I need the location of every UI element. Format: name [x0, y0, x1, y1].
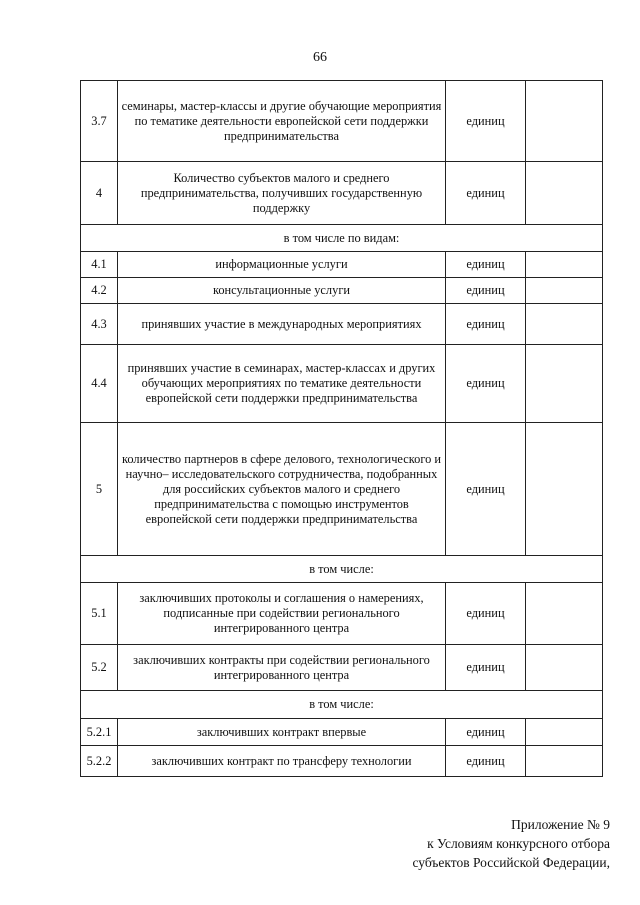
row-value	[526, 278, 603, 304]
row-value	[526, 719, 603, 746]
row-unit: единиц	[446, 304, 526, 345]
table-row	[81, 304, 603, 345]
row-number: 5	[81, 423, 118, 556]
table-row	[81, 746, 603, 777]
table-row	[81, 645, 603, 691]
row-number: 4.1	[81, 252, 118, 278]
table-row	[81, 719, 603, 746]
row-unit: единиц	[446, 719, 526, 746]
appendix-subtitle: к Условиям конкурсного отбора	[427, 836, 610, 851]
row-value	[526, 304, 603, 345]
row-description: информационные услуги	[118, 252, 446, 278]
table-row	[81, 278, 603, 304]
row-unit: единиц	[446, 252, 526, 278]
table-row	[81, 345, 603, 423]
row-number: 4	[81, 162, 118, 225]
row-value	[526, 645, 603, 691]
row-number: 4.3	[81, 304, 118, 345]
row-description: заключивших контракт впервые	[118, 719, 446, 746]
row-number: 5.2	[81, 645, 118, 691]
table-row	[81, 252, 603, 278]
row-unit: единиц	[446, 746, 526, 777]
table-subheader: в том числе:	[81, 691, 603, 719]
row-unit: единиц	[446, 423, 526, 556]
row-number: 4.4	[81, 345, 118, 423]
appendix-subtitle-2: субъектов Российской Федерации,	[412, 855, 610, 870]
row-description: Количество субъектов малого и среднего предпринимательства, получивших государственную поддержку	[118, 162, 446, 225]
row-description: заключивших контракты при содействии регионального интегрированного центра	[118, 645, 446, 691]
appendix-block	[412, 815, 610, 872]
row-description: семинары, мастер-классы и другие обучающие мероприятия по тематике деятельности европейской сети поддержки предпринимательства	[118, 81, 446, 162]
row-value	[526, 162, 603, 225]
row-description: принявших участие в международных мероприятиях	[118, 304, 446, 345]
row-value	[526, 583, 603, 645]
row-description: заключивших протоколы и соглашения о намерениях, подписанные при содействии регионального интегрированного центра	[118, 583, 446, 645]
row-value	[526, 746, 603, 777]
row-unit: единиц	[446, 645, 526, 691]
table-row	[81, 583, 603, 645]
row-value	[526, 345, 603, 423]
row-unit: единиц	[446, 162, 526, 225]
table-subheader-row	[81, 556, 603, 583]
row-unit: единиц	[446, 278, 526, 304]
row-value	[526, 81, 603, 162]
table-subheader-row	[81, 691, 603, 719]
row-description: количество партнеров в сфере делового, технологического и научно– исследовательского сотрудничества, подобранных для российских субъектов малого и среднего предпринимательства с помощью инструментов европейской сети поддержки предпринимательства	[118, 423, 446, 556]
row-unit: единиц	[446, 583, 526, 645]
row-number: 4.2	[81, 278, 118, 304]
row-number: 5.2.1	[81, 719, 118, 746]
row-description: принявших участие в семинарах, мастер-классах и других обучающих мероприятиях по тематике деятельности европейской сети поддержки предпринимательства	[118, 345, 446, 423]
table-row	[81, 81, 603, 162]
row-unit: единиц	[446, 345, 526, 423]
page-number: 66	[313, 50, 327, 65]
row-number: 3.7	[81, 81, 118, 162]
table-subheader-row	[81, 225, 603, 252]
indicators-table	[80, 80, 603, 777]
row-description: заключивших контракт по трансферу технологии	[118, 746, 446, 777]
appendix-title: Приложение № 9	[511, 817, 610, 832]
table-subheader: в том числе по видам:	[81, 225, 603, 252]
table-row	[81, 423, 603, 556]
table-subheader: в том числе:	[81, 556, 603, 583]
row-unit: единиц	[446, 81, 526, 162]
row-value	[526, 252, 603, 278]
row-description: консультационные услуги	[118, 278, 446, 304]
row-number: 5.2.2	[81, 746, 118, 777]
table-row	[81, 162, 603, 225]
row-value	[526, 423, 603, 556]
row-number: 5.1	[81, 583, 118, 645]
